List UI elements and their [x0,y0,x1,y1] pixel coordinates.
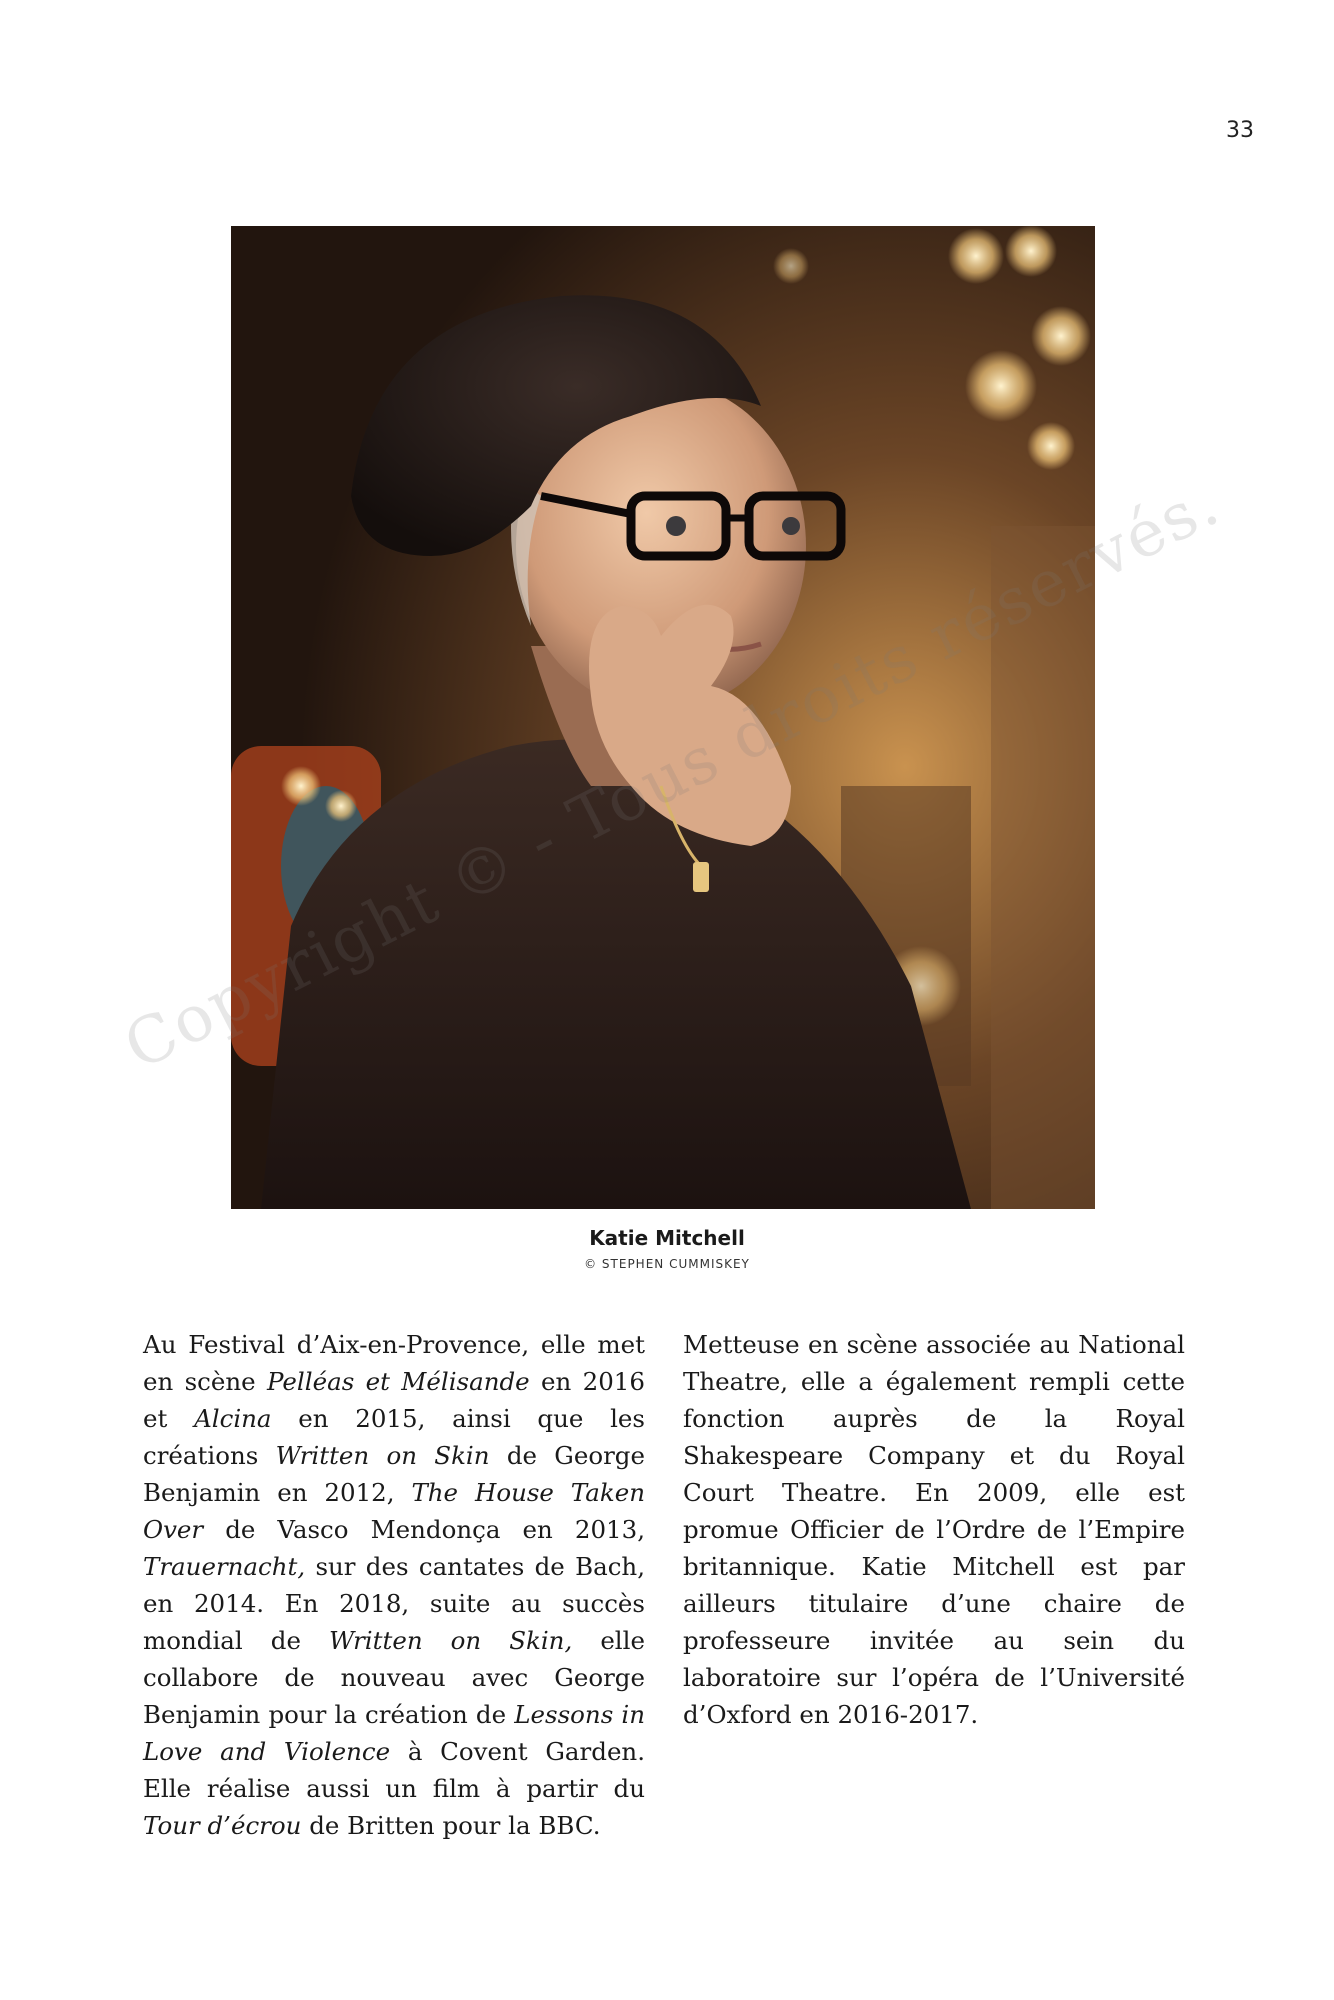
italic-title: Written on Skin [275,1441,490,1470]
text-run: en 2015, ainsi que les créations [143,1404,645,1470]
portrait-illustration [231,226,1095,1209]
text-run: Au Festival d’Aix-en-Provence, elle met en scène [143,1330,645,1396]
italic-title: The House Taken Over [143,1478,645,1544]
photo-caption-name: Katie Mitchell [589,1226,745,1250]
text-run: elle collabore de nouveau avec George Benjamin pour la création de [143,1626,645,1729]
italic-title: Pelléas et Mélisande [267,1367,530,1396]
italic-title: Alcina [194,1404,272,1433]
photo-caption-credit: © STEPHEN CUMMISKEY [584,1257,750,1271]
italic-title: Tour d’écrou [143,1811,302,1840]
text-run: de Britten pour la BBC. [301,1811,601,1840]
italic-title: Trauernacht, [143,1552,306,1581]
text-run: de George Benjamin en 2012, [143,1441,645,1507]
page-number: 33 [1226,118,1254,143]
text-run: en 2016 et [143,1367,645,1433]
text-run: sur des cantates de Bach, en 2014. En 2018, suite au succès mondial de [143,1552,645,1655]
text-column-left [143,1326,645,1844]
italic-title: Lessons in Love and Violence [143,1700,646,1766]
text-run: de Vasco Mendonça en 2013, [203,1515,645,1544]
portrait-photo [231,226,1095,1209]
text-column-right [683,1326,1185,1733]
text-run: à Covent Garden. Elle réalise aussi un film à partir du [143,1737,646,1803]
text-run: Metteuse en scène associée au National Theatre, elle a également rempli cette fonction auprès de la Royal Shakespeare Company et du Royal Court Theatre. En 2009, elle est promue Officier de l’Ordre de l’Empire britannique. Katie Mitchell est par ailleurs titulaire d’une chaire de professeure invitée au sein du laboratoire sur l’opéra de l’Université d’Oxford en 2016-2017. [683,1330,1185,1729]
italic-title: Written on Skin, [329,1626,573,1655]
